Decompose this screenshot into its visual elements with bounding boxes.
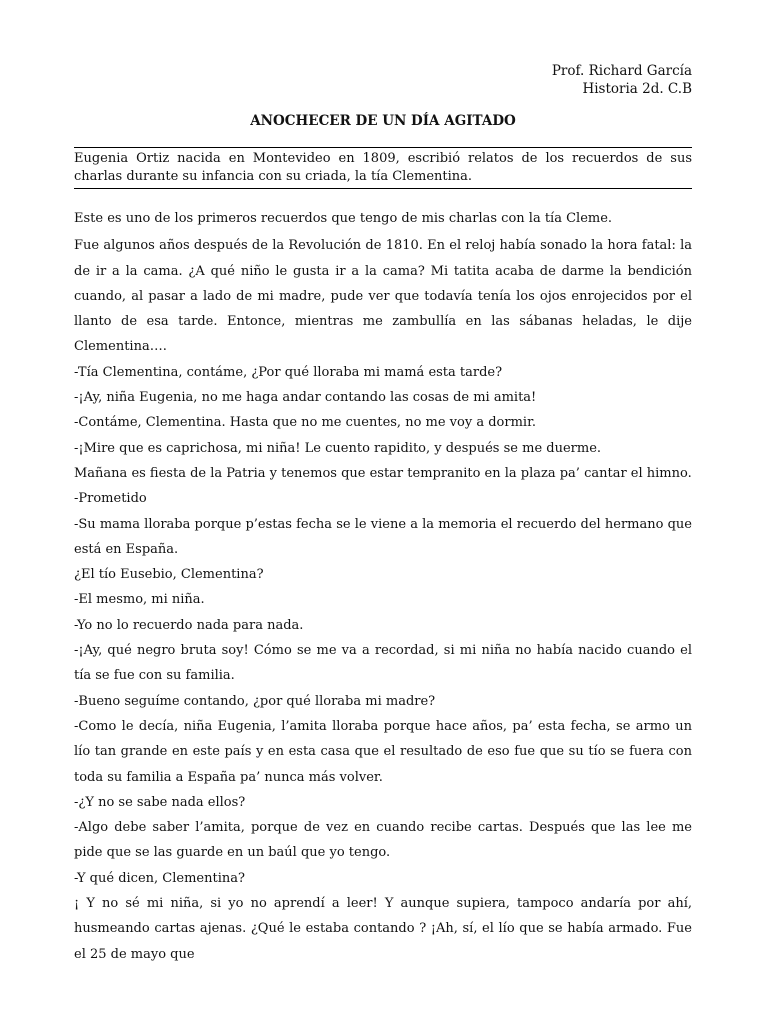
paragraph: ¿El tío Eusebio, Clementina? <box>74 567 264 583</box>
author-line: Prof. Richard García <box>551 63 692 79</box>
paragraph: -El mesmo, mi niña. <box>74 592 205 608</box>
paragraph: ¡ Y no sé mi niña, si yo no aprendí a leer! Y aunque supiera, tampoco andaría por ahí, husmeando cartas ajenas. ¿Qué le estaba contando ? ¡Ah, sí, el lío que se había armado. Fue el 25 de mayo que <box>74 896 692 962</box>
paragraph: Fue algunos años después de la Revolución de 1810. En el reloj había sonado la hora fatal: la de ir a la cama. ¿A qué niño le gusta ir a la cama? Mi tatita acaba de darme la bendición cuando, al pasar a lado de mi madre, pude ver que todavía tenía los ojos enrojecidos por el llanto de esa tarde. Entonce, mientras me zambullía en las sábanas heladas, le dije Clementina…. <box>74 238 692 355</box>
document-title: ANOCHECER DE UN DÍA AGITADO <box>250 113 516 129</box>
paragraph: -Tía Clementina, contáme, ¿Por qué lloraba mi mamá esta tarde? <box>74 364 503 380</box>
paragraph: -Algo debe saber l’amita, porque de vez en cuando recibe cartas. Después que las lee me pide que se las guarde en un baúl que yo tengo. <box>74 820 692 861</box>
paragraph: -Bueno seguíme contando, ¿por qué lloraba mi madre? <box>74 693 436 709</box>
paragraph: -Prometido <box>74 491 147 507</box>
paragraph: -¡Ay, niña Eugenia, no me haga andar contando las cosas de mi amita! <box>74 390 537 406</box>
header-block <box>74 62 692 98</box>
paragraph: Mañana es fiesta de la Patria y tenemos que estar tempranito en la plaza pa’ cantar el himno. <box>74 465 692 481</box>
story-body <box>74 206 692 967</box>
bottom-rule <box>74 188 692 189</box>
paragraph: -¡Ay, qué negro bruta soy! Cómo se me va a recordad, si mi niña no había nacido cuando el tía se fue con su familia. <box>74 643 692 684</box>
paragraph: -Contáme, Clementina. Hasta que no me cuentes, no me voy a dormir. <box>74 415 536 431</box>
paragraph: -¿Y no se sabe nada ellos? <box>74 794 246 810</box>
paragraph: -Yo no lo recuerdo nada para nada. <box>74 617 304 633</box>
paragraph: Este es uno de los primeros recuerdos que tengo de mis charlas con la tía Cleme. <box>74 211 613 226</box>
intro-text: Eugenia Ortiz nacida en Montevideo en 1809, escribió relatos de los recuerdos de sus charlas durante su infancia con su criada, la tía Clementina. <box>74 151 692 184</box>
paragraph: -Como le decía, niña Eugenia, l’amita lloraba porque hace años, pa’ esta fecha, se armo un lío tan grande en este país y en esta casa que el resultado de eso fue que su tío se fuera con toda su familia a España pa’ nunca más volver. <box>74 718 692 785</box>
paragraph: -Y qué dicen, Clementina? <box>74 870 245 886</box>
course-line: Historia 2d. C.B <box>582 81 692 97</box>
paragraph: -¡Mire que es caprichosa, mi niña! Le cuento rapidito, y después se me duerme. <box>74 440 602 456</box>
paragraph: -Su mama lloraba porque p’estas fecha se le viene a la memoria el recuerdo del hermano que está en España. <box>74 516 692 557</box>
document-page <box>74 62 692 967</box>
